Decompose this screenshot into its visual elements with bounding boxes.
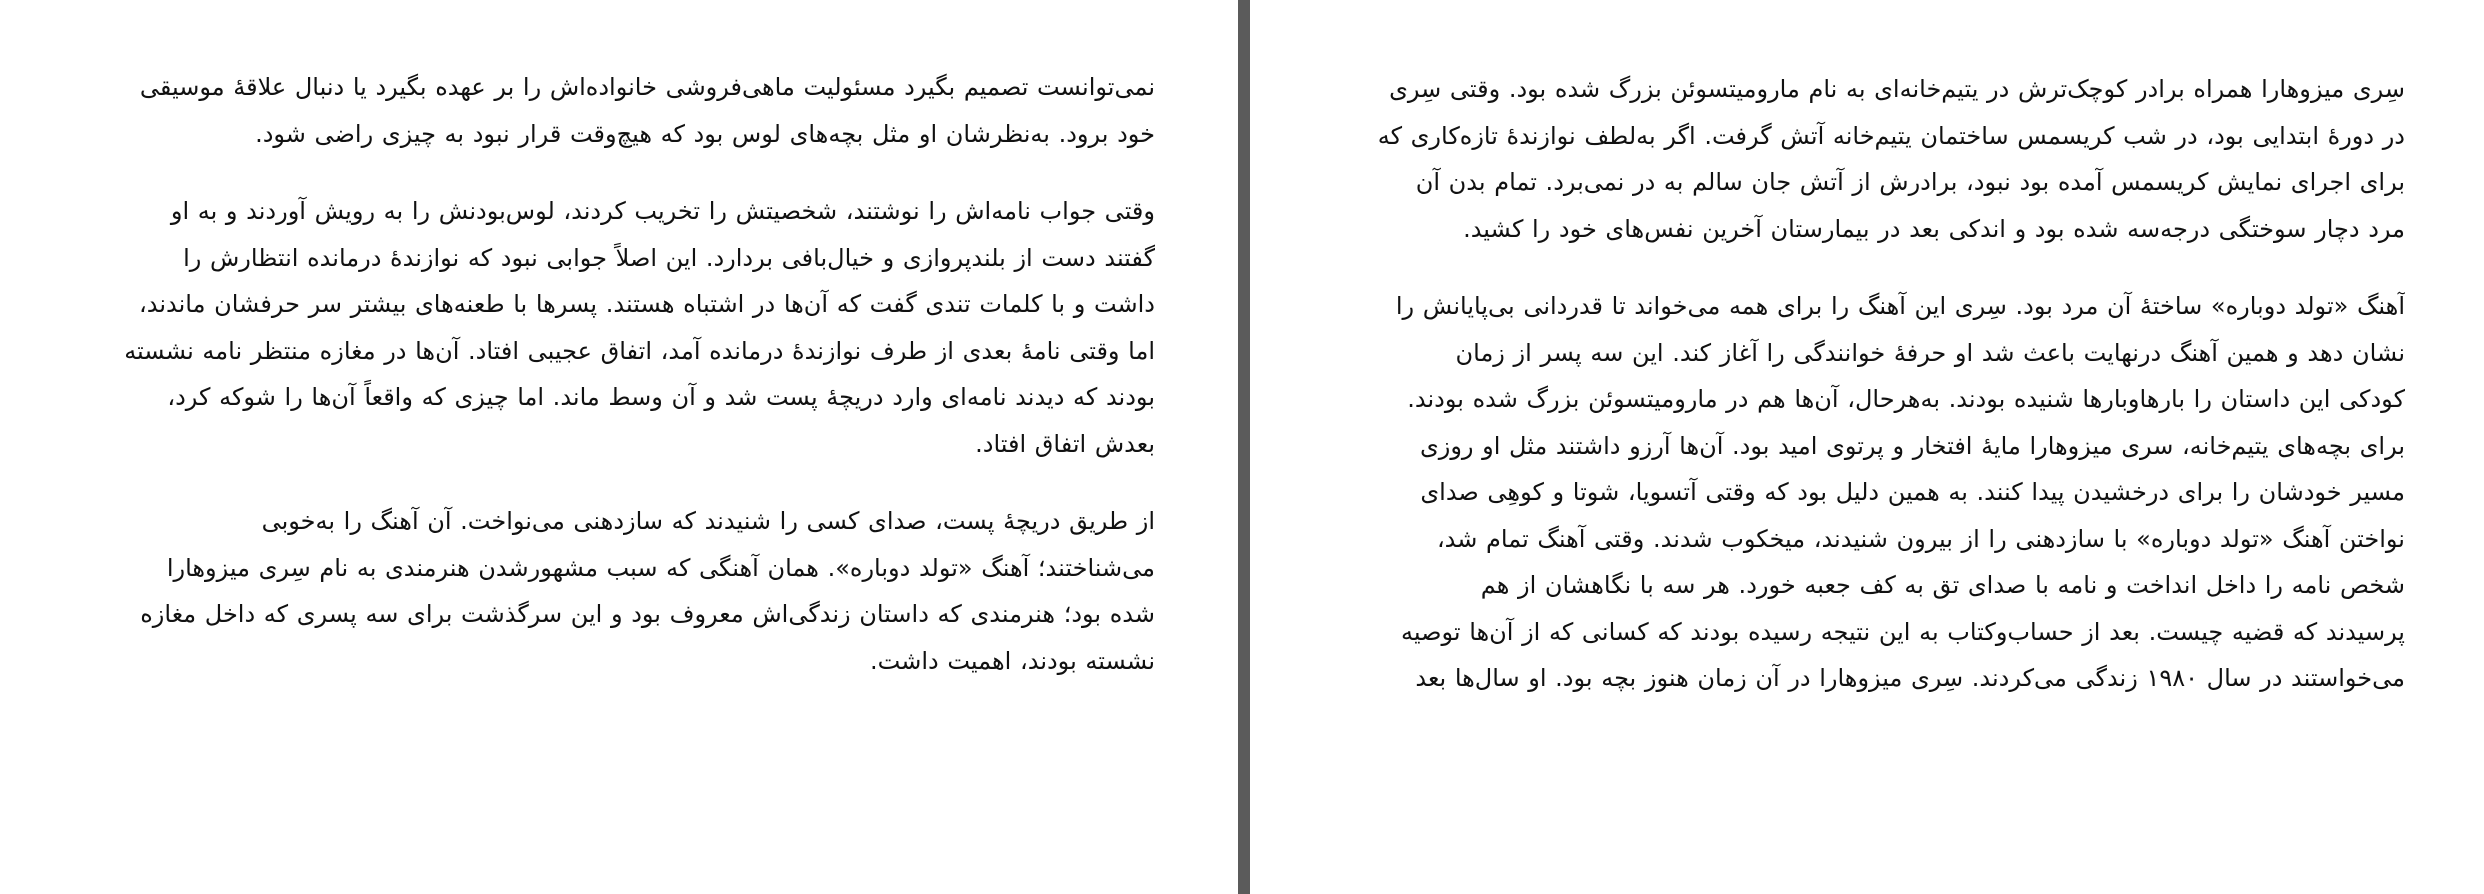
right-paragraph-1 (1315, 66, 2405, 252)
left-page-text (75, 64, 1155, 684)
text-line: نمی‌توانست تصمیم بگیرد مسئولیت ماهی‌فروشی خانواده‌اش را بر عهده بگیرد یا دنبال علاقهٔ موسیقی (139, 73, 1155, 101)
text-line: برای اجرای نمایش کریسمس آمده بود نبود، برادرش از آتش جان سالم به در نمی‌برد. تمام بدن آن (1415, 168, 2405, 196)
text-line: بودند که دیدند نامه‌ای وارد دریچهٔ پست شد و آن وسط ماند. اما چیزی که واقعاً آن‌ها را شوکه کرد، (167, 383, 1155, 411)
text-line: مسیر خودشان را برای درخشیدن پیدا کنند. به همین دلیل بود که وقتی آتسویا، شوتا و کوهِی صدای (1420, 478, 2405, 506)
text-line: اما وقتی نامهٔ بعدی از طرف نوازندهٔ درمانده آمد، اتفاق عجیبی افتاد. آن‌ها در مغازه منتظر نامه نشسته (124, 336, 1155, 365)
text-line: کودکی این داستان را بارهاوبارها شنیده بودند. به‌هرحال، آن‌ها هم در مارومیتسوئن بزرگ شده بودند. (1407, 385, 2405, 413)
left-paragraph-2 (75, 188, 1155, 467)
text-line: شده بود؛ هنرمندی که داستان زندگی‌اش معروف بود و این سرگذشت برای سه پسری که داخل مغازه (140, 600, 1155, 628)
text-line: نواختن آهنگ «تولد دوباره» با سازدهنی را از بیرون شنیدند، میخکوب شدند. وقتی آهنگ تمام شد، (1436, 524, 2405, 553)
text-line: داشت و با کلمات تندی گفت که آن‌ها در اشتباه هستند. پسرها با طعنه‌های بیشتر سر حرفشان ماندند، (138, 290, 1155, 318)
text-line: آهنگ «تولد دوباره» ساختهٔ آن مرد بود. سِری این آهنگ را برای همه می‌خواند تا قدردانی بی‌پایانش را (1395, 292, 2405, 320)
text-line: شخص نامه را داخل انداخت و نامه با صدای تق به کف جعبه خورد. هر سه با نگاهشان از هم (1480, 571, 2405, 599)
text-line: از طریق دریچهٔ پست، صدای کسی را شنیدند که سازدهنی می‌نواخت. آن آهنگ را به‌خوبی (261, 507, 1155, 535)
left-paragraph-3 (75, 498, 1155, 684)
text-line: وقتی جواب نامه‌اش را نوشتند، شخصیتش را تخریب کردند، لوس‌بودنش را به رویش آوردند و به او (170, 197, 1155, 225)
text-line: نشان دهد و همین آهنگ درنهایت باعث شد او حرفهٔ خوانندگی را آغاز کند. این سه پسر از زمان (1455, 338, 2405, 367)
text-line: می‌شناختند؛ آهنگ «تولد دوباره». همان آهنگی که سبب مشهورشدن هنرمندی به نام سِری میزوهارا (166, 553, 1155, 582)
text-line: می‌خواستند در سال ۱۹۸۰ زندگی می‌کردند. سِری میزوهارا در آن زمان هنوز بچه بود. او سال‌ها بعد (1415, 664, 2405, 692)
text-line: در دورهٔ ابتدایی بود، در شب کریسمس ساختمان یتیم‌خانه آتش گرفت. اگر به‌لطف نوازندهٔ تازه‌کاری که (1377, 121, 2405, 150)
text-line: مرد دچار سوختگی درجه‌سه شده بود و اندکی بعد در بیمارستان آخرین نفس‌های خود را کشید. (1463, 214, 2405, 243)
text-line: خود برود. به‌نظرشان او مثل بچه‌های لوس بود که هیچ‌وقت قرار نبود به چیزی راضی شود. (255, 119, 1155, 148)
text-line: پرسیدند که قضیه چیست. بعد از حساب‌وکتاب به این نتیجه رسیده بودند که کسانی که از آن‌ها توصیه (1401, 617, 2405, 646)
page-divider (1238, 0, 1250, 894)
left-paragraph-1 (75, 64, 1155, 157)
right-page-text (1315, 66, 2405, 702)
text-line: برای بچه‌های یتیم‌خانه، سری میزوهارا مایهٔ افتخار و پرتوی امید بود. آن‌ها آرزو داشتند مثل او روزی (1419, 431, 2405, 460)
right-paragraph-2 (1315, 283, 2405, 702)
text-line: سِری میزوهارا همراه برادر کوچک‌ترش در یتیم‌خانه‌ای به نام مارومیتسوئن بزرگ شده بود. وقتی سِری (1389, 75, 2405, 103)
right-page (1250, 0, 2484, 894)
text-line: بعدش اتفاق افتاد. (975, 429, 1155, 458)
text-line: گفتند دست از بلندپروازی و خیال‌بافی بردارد. این اصلاً جوابی نبود که نوازندهٔ درمانده انتظارش را (183, 243, 1155, 272)
left-page (0, 0, 1238, 894)
text-line: نشسته بودند، اهمیت داشت. (870, 646, 1155, 675)
